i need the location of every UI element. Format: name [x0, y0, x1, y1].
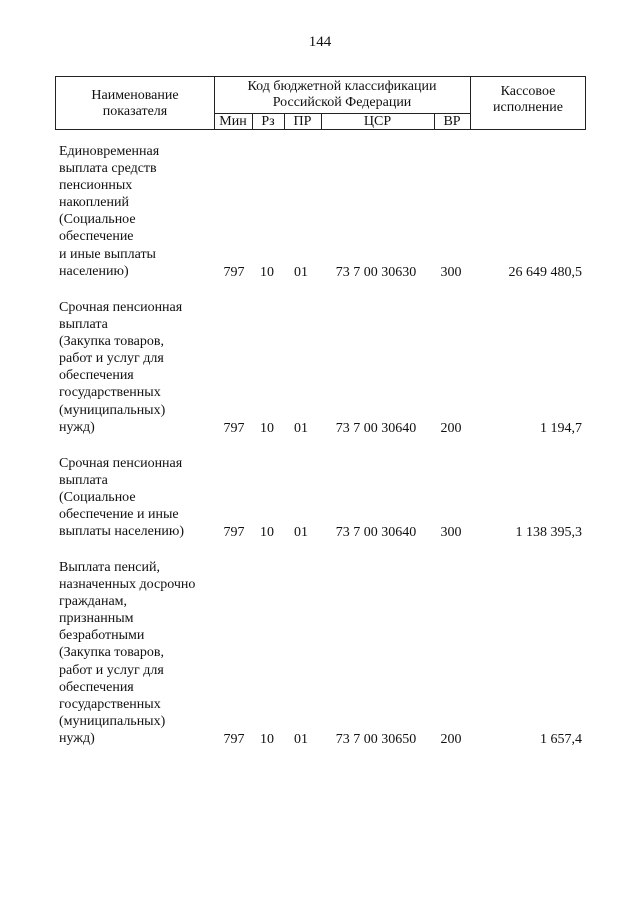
row-csr: 73 7 00 30640: [335, 525, 417, 540]
row-vr: 300: [440, 265, 462, 280]
row-rz: 10: [260, 421, 274, 436]
row-csr: 73 7 00 30650: [335, 732, 417, 747]
row-amount: 26 649 480,5: [508, 265, 582, 280]
table-row: [0, 455, 640, 541]
row-min: 797: [223, 421, 245, 436]
header-min: Мин: [219, 114, 247, 129]
row-pr: 01: [294, 265, 308, 280]
row-name: Выплата пенсий, назначенных досрочно гражданам, признанным безработными (Закупка товаров, работ и услуг для обеспечения государственных (муниципальных) нужд): [59, 560, 196, 746]
row-name: Единовременная выплата средств пенсионных накоплений (Социальное обеспечение и иные выплаты населению): [59, 144, 160, 279]
row-rz: 10: [260, 732, 274, 747]
row-amount: 1 138 395,3: [515, 525, 582, 540]
table-row: [0, 143, 640, 281]
row-csr: 73 7 00 30640: [335, 421, 417, 436]
row-pr: 01: [294, 732, 308, 747]
table-row: [0, 299, 640, 437]
header-pr: ПР: [293, 114, 312, 129]
row-vr: 200: [440, 421, 462, 436]
page-number: 144: [308, 34, 332, 50]
row-csr: 73 7 00 30630: [335, 265, 417, 280]
row-min: 797: [223, 265, 245, 280]
row-name: Срочная пенсионная выплата (Социальное обеспечение и иные выплаты населению): [59, 456, 184, 540]
row-pr: 01: [294, 525, 308, 540]
row-amount: 1 194,7: [540, 421, 582, 436]
header-rz: Рз: [261, 114, 275, 129]
table-row: [0, 559, 640, 748]
row-name: Срочная пенсионная выплата (Закупка товаров, работ и услуг для обеспечения государственных (муниципальных) нужд): [59, 300, 183, 435]
row-rz: 10: [260, 525, 274, 540]
header-vr: ВР: [443, 114, 461, 129]
row-vr: 200: [440, 732, 462, 747]
header-code-group: Код бюджетной классификации Российской Федерации: [247, 79, 437, 110]
row-rz: 10: [260, 265, 274, 280]
row-amount: 1 657,4: [540, 732, 582, 747]
row-pr: 01: [294, 421, 308, 436]
row-min: 797: [223, 525, 245, 540]
header-amount-column: Кассовое исполнение: [493, 84, 563, 115]
row-min: 797: [223, 732, 245, 747]
table-header: [55, 76, 586, 130]
header-name-column: Наименование показателя: [91, 88, 179, 119]
header-csr: ЦСР: [363, 114, 392, 129]
row-vr: 300: [440, 525, 462, 540]
